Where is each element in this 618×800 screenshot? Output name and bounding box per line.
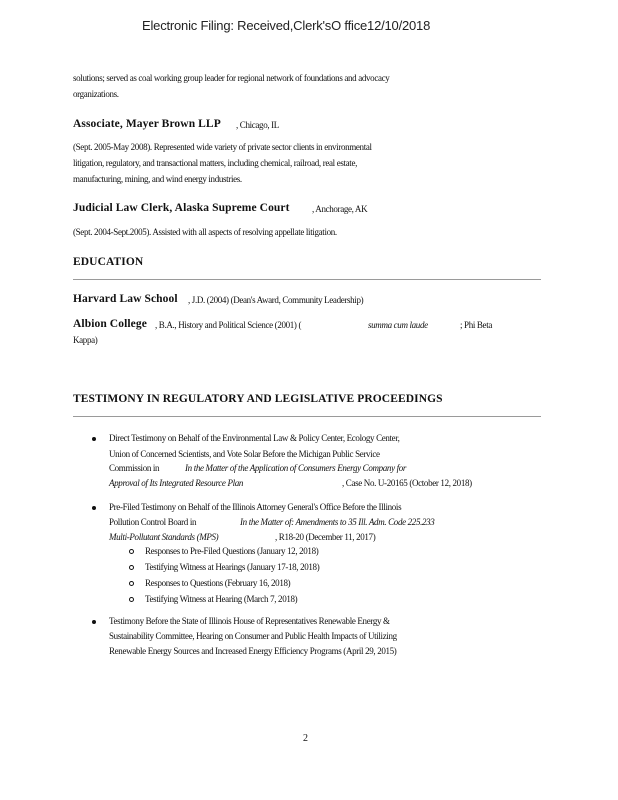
intro-line-2: organizations. bbox=[73, 89, 119, 99]
testimony-item1-line-4b: , Case No. U-20165 (October 12, 2018) bbox=[342, 478, 472, 488]
school-albion-honor: summa cum laude bbox=[368, 320, 428, 330]
job1-desc-line-3: manufacturing, mining, and wind energy industries. bbox=[73, 174, 242, 184]
education-divider bbox=[73, 279, 541, 280]
job-location-alaska: , Anchorage, AK bbox=[312, 204, 368, 214]
intro-line-1: solutions; served as coal working group leader for regional network of foundations and advocacy bbox=[73, 73, 390, 83]
sub-bullet-icon bbox=[129, 597, 134, 602]
testimony-item1-line-4a: Approval of Its Integrated Resource Plan bbox=[109, 478, 244, 488]
testimony-item2-subitem: Responses to Questions (February 16, 2018) bbox=[145, 578, 291, 588]
testimony-item2-line-2a: Pollution Control Board in bbox=[109, 517, 197, 527]
testimony-heading: TESTIMONY IN REGULATORY AND LEGISLATIVE PROCEEDINGS bbox=[73, 393, 443, 405]
job1-desc-line-1: (Sept. 2005-May 2008). Represented wide variety of private sector clients in environmental bbox=[73, 142, 372, 152]
testimony-divider bbox=[73, 416, 541, 417]
sub-bullet-icon bbox=[129, 549, 134, 554]
job-location-mayer-brown: , Chicago, IL bbox=[236, 120, 279, 130]
testimony-item1-line-1: Direct Testimony on Behalf of the Environmental Law & Policy Center, Ecology Center, bbox=[109, 433, 400, 443]
testimony-item2-line-3a: Multi-Pollutant Standards (MPS) bbox=[109, 532, 219, 542]
testimony-item2-line-1: Pre-Filed Testimony on Behalf of the Illinois Attorney General's Office Before the Illinois bbox=[109, 502, 402, 512]
job1-desc-line-2: litigation, regulatory, and transactional matters, including chemical, railroad, real estate, bbox=[73, 158, 357, 168]
page-number: 2 bbox=[303, 733, 308, 744]
bullet-icon bbox=[92, 437, 96, 441]
testimony-item2-subitem: Testifying Witness at Hearing (March 7, 2018) bbox=[145, 594, 298, 604]
testimony-item2-line-3b: , R18-20 (December 11, 2017) bbox=[275, 532, 376, 542]
school-harvard-detail: , J.D. (2004) (Dean's Award, Community Leadership) bbox=[188, 295, 364, 305]
job-title-alaska-supreme-court: Judicial Law Clerk, Alaska Supreme Court bbox=[73, 202, 290, 214]
bullet-icon bbox=[92, 620, 96, 624]
bullet-icon bbox=[92, 506, 96, 510]
testimony-item2-subitem: Responses to Pre-Filed Questions (January 12, 2018) bbox=[145, 546, 319, 556]
testimony-item3-line-3: Renewable Energy Sources and Increased Energy Efficiency Programs (April 29, 2015) bbox=[109, 646, 397, 656]
school-albion-tail: ; Phi Beta bbox=[460, 320, 492, 330]
sub-bullet-icon bbox=[129, 565, 134, 570]
job-title-mayer-brown: Associate, Mayer Brown LLP bbox=[73, 118, 221, 130]
testimony-item1-line-3a: Commission in bbox=[109, 463, 160, 473]
school-albion-detail: , B.A., History and Political Science (2001) ( bbox=[155, 320, 302, 330]
testimony-item3-line-2: Sustainability Committee, Hearing on Consumer and Public Health Impacts of Utilizing bbox=[109, 631, 397, 641]
testimony-item2-line-2b: In the Matter of: Amendments to 35 Ill. Adm. Code 225.233 bbox=[240, 517, 435, 527]
testimony-item1-line-3b: In the Matter of the Application of Consumers Energy Company for bbox=[185, 463, 407, 473]
testimony-item3-line-1: Testimony Before the State of Illinois House of Representatives Renewable Energy & bbox=[109, 616, 390, 626]
sub-bullet-icon bbox=[129, 581, 134, 586]
testimony-item2-subitem: Testifying Witness at Hearings (January 17-18, 2018) bbox=[145, 562, 320, 572]
filing-stamp-header: Electronic Filing: Received,Clerk'sO ffice12/10/2018 bbox=[142, 18, 431, 33]
school-harvard: Harvard Law School bbox=[73, 293, 178, 305]
school-albion: Albion College bbox=[73, 318, 147, 330]
school-albion-line-2: Kappa) bbox=[73, 335, 98, 345]
education-heading: EDUCATION bbox=[73, 256, 144, 268]
testimony-item1-line-2: Union of Concerned Scientists, and Vote Solar Before the Michigan Public Service bbox=[109, 449, 380, 459]
job2-desc-line-1: (Sept. 2004-Sept.2005). Assisted with all aspects of resolving appellate litigation. bbox=[73, 227, 337, 237]
